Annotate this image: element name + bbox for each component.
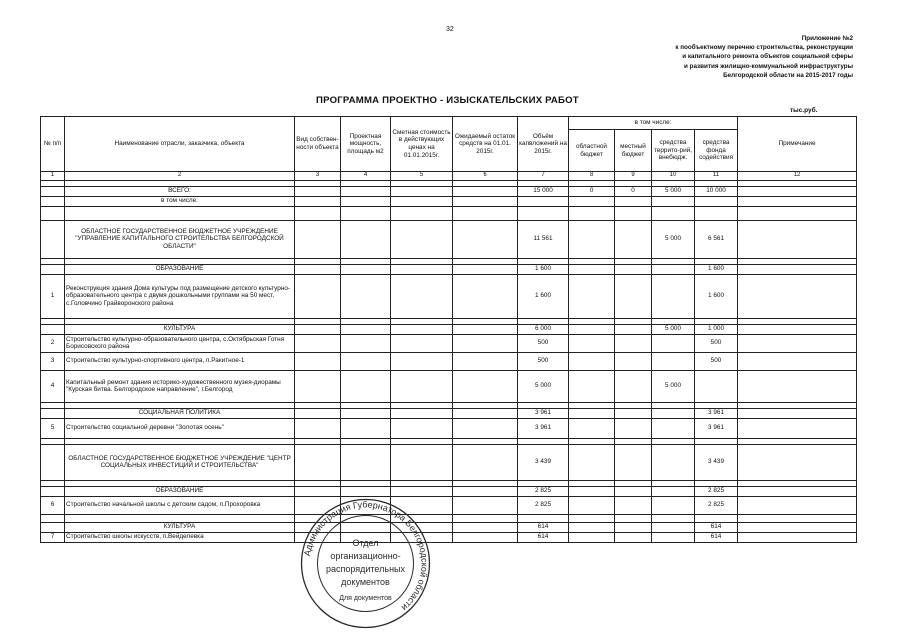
row-remainder xyxy=(453,206,518,220)
row-vol: 2 825 xyxy=(518,486,569,496)
stamp-line: документов xyxy=(341,577,390,587)
row-remainder xyxy=(453,532,518,542)
row-vol xyxy=(518,514,569,522)
section-row xyxy=(41,408,857,418)
row-name xyxy=(65,514,295,522)
row-name: Реконструкция здания Дома культуры под размещение детского культурно-образовательного центра с двумя дошкольными группами на 50 мест, с.Головчино Грайворонского района xyxy=(65,274,295,318)
column-number: 3 xyxy=(295,172,341,181)
row-vol: 15 000 xyxy=(518,186,569,196)
row-loc xyxy=(615,220,652,258)
row-capacity xyxy=(341,352,391,370)
row-capacity xyxy=(341,324,391,334)
row-estimate xyxy=(391,186,453,196)
row-number xyxy=(41,206,65,220)
row-loc xyxy=(615,206,652,220)
row-fund: 500 xyxy=(695,352,738,370)
row-vol: 1 600 xyxy=(518,274,569,318)
row-number xyxy=(41,196,65,206)
row-loc xyxy=(615,324,652,334)
row-ter: 5 000 xyxy=(652,186,695,196)
row-number xyxy=(41,264,65,274)
header-including: в том числе: xyxy=(569,117,738,130)
row-number: 7 xyxy=(41,532,65,542)
row-fund: 614 xyxy=(695,522,738,532)
table-row xyxy=(41,370,857,402)
row-reg xyxy=(569,522,615,532)
row-loc xyxy=(615,496,652,514)
section-row xyxy=(41,264,857,274)
row-reg xyxy=(569,334,615,352)
header-territorial: средства террито-рий, внебюдж. xyxy=(652,130,695,172)
row-vol: 5 000 xyxy=(518,370,569,402)
appendix-line: Приложение №2 xyxy=(801,35,853,42)
row-number xyxy=(41,324,65,334)
row-reg xyxy=(569,408,615,418)
row-note xyxy=(738,532,857,542)
row-ter xyxy=(652,196,695,206)
row-reg xyxy=(569,352,615,370)
row-note xyxy=(738,418,857,438)
header-volume: Объём капвложений на 2015г. xyxy=(518,117,569,172)
row-loc: 0 xyxy=(615,186,652,196)
row-capacity xyxy=(341,186,391,196)
row-capacity xyxy=(341,206,391,220)
row-ter xyxy=(652,418,695,438)
row-name: ОБЛАСТНОЕ ГОСУДАРСТВЕННОЕ БЮДЖЕТНОЕ УЧРЕЖДЕНИЕ "УПРАВЛЕНИЕ КАПИТАЛЬНОГО СТРОИТЕЛЬСТВА БЕЛГОРОДСКОЙ ОБЛАСТИ" xyxy=(65,220,295,258)
section-row xyxy=(41,522,857,532)
row-fund: 6 561 xyxy=(695,220,738,258)
row-fund: 3 439 xyxy=(695,444,738,480)
row-estimate xyxy=(391,264,453,274)
row-loc xyxy=(615,334,652,352)
row-vol: 500 xyxy=(518,334,569,352)
budget-body xyxy=(41,180,857,542)
row-name: ОБЛАСТНОЕ ГОСУДАРСТВЕННОЕ БЮДЖЕТНОЕ УЧРЕЖДЕНИЕ "ЦЕНТР СОЦИАЛЬНЫХ ИНВЕСТИЦИЙ И СТРОИТЕЛЬСТВА" xyxy=(65,444,295,480)
row-estimate xyxy=(391,206,453,220)
row-fund: 2 825 xyxy=(695,486,738,496)
row-remainder xyxy=(453,370,518,402)
row-remainder xyxy=(453,324,518,334)
row-reg xyxy=(569,496,615,514)
row-name: СОЦИАЛЬНАЯ ПОЛИТИКА xyxy=(65,408,295,418)
row-remainder xyxy=(453,334,518,352)
row-ter: 5 000 xyxy=(652,324,695,334)
column-number: 11 xyxy=(695,172,738,181)
row-reg xyxy=(569,220,615,258)
column-number: 2 xyxy=(65,172,295,181)
row-kind xyxy=(295,264,341,274)
stamp-outer-text: Администрация Губернатора Белгородской области xyxy=(301,499,430,613)
row-note xyxy=(738,264,857,274)
table-row xyxy=(41,496,857,514)
row-number xyxy=(41,220,65,258)
row-ter xyxy=(652,206,695,220)
row-ter xyxy=(652,486,695,496)
row-remainder xyxy=(453,486,518,496)
spacer-row xyxy=(41,206,857,220)
row-reg xyxy=(569,514,615,522)
row-name: ОБРАЗОВАНИЕ xyxy=(65,486,295,496)
row-reg xyxy=(569,370,615,402)
column-number: 5 xyxy=(391,172,453,181)
row-kind xyxy=(295,418,341,438)
row-estimate xyxy=(391,444,453,480)
row-name: Капитальный ремонт здания историко-художественного музея-диорамы "Курская битва. Белгородское направление", г.Белгород xyxy=(65,370,295,402)
row-number: 6 xyxy=(41,496,65,514)
row-estimate xyxy=(391,370,453,402)
row-note xyxy=(738,408,857,418)
row-ter xyxy=(652,532,695,542)
row-kind xyxy=(295,370,341,402)
row-name: Строительство культурно-образовательного центра, с.Октябрьская Готня Борисовского района xyxy=(65,334,295,352)
row-loc xyxy=(615,370,652,402)
row-vol: 3 439 xyxy=(518,444,569,480)
row-number: 3 xyxy=(41,352,65,370)
table-row xyxy=(41,352,857,370)
row-loc xyxy=(615,264,652,274)
row-fund xyxy=(695,514,738,522)
row-fund: 3 961 xyxy=(695,408,738,418)
row-loc xyxy=(615,522,652,532)
row-ter xyxy=(652,264,695,274)
row-capacity xyxy=(341,220,391,258)
row-name: Строительство культурно-спортивного центра, п.Ракитное-1 xyxy=(65,352,295,370)
row-fund: 1 000 xyxy=(695,324,738,334)
row-kind xyxy=(295,220,341,258)
header-fund: средства фонда содействия xyxy=(695,130,738,172)
row-number xyxy=(41,408,65,418)
header-remainder: Ожидаемый остаток средств на 01.01. 2015г. xyxy=(453,117,518,172)
row-vol: 2 825 xyxy=(518,496,569,514)
row-estimate xyxy=(391,486,453,496)
header-capacity: Проектная мощность, площадь м2 xyxy=(341,117,391,172)
column-number: 8 xyxy=(569,172,615,181)
row-reg xyxy=(569,444,615,480)
row-remainder xyxy=(453,408,518,418)
section-row xyxy=(41,486,857,496)
row-capacity xyxy=(341,418,391,438)
row-kind xyxy=(295,324,341,334)
row-remainder xyxy=(453,220,518,258)
row-ter: 5 000 xyxy=(652,370,695,402)
row-estimate xyxy=(391,334,453,352)
row-remainder xyxy=(453,196,518,206)
row-kind xyxy=(295,444,341,480)
row-note xyxy=(738,196,857,206)
row-fund xyxy=(695,370,738,402)
appendix-note xyxy=(553,34,853,80)
appendix-line: и развития жилищно-коммунальной инфраструктуры xyxy=(684,62,853,70)
row-note xyxy=(738,496,857,514)
spacer-row xyxy=(41,514,857,522)
row-kind xyxy=(295,334,341,352)
row-note xyxy=(738,352,857,370)
row-reg xyxy=(569,418,615,438)
section-row xyxy=(41,196,857,206)
row-loc xyxy=(615,486,652,496)
row-vol: 3 961 xyxy=(518,418,569,438)
row-ter xyxy=(652,444,695,480)
row-reg xyxy=(569,532,615,542)
row-name: ВСЕГО: xyxy=(65,186,295,196)
row-vol xyxy=(518,196,569,206)
column-number: 1 xyxy=(41,172,65,181)
row-number xyxy=(41,486,65,496)
row-reg xyxy=(569,274,615,318)
row-capacity xyxy=(341,408,391,418)
section-row xyxy=(41,324,857,334)
row-ter xyxy=(652,352,695,370)
row-number xyxy=(41,444,65,480)
row-note xyxy=(738,334,857,352)
section-row xyxy=(41,444,857,480)
row-loc xyxy=(615,444,652,480)
row-reg xyxy=(569,324,615,334)
units-label: тыс.руб. xyxy=(790,107,818,114)
row-loc xyxy=(615,196,652,206)
row-kind xyxy=(295,274,341,318)
section-row xyxy=(41,220,857,258)
row-reg xyxy=(569,196,615,206)
row-remainder xyxy=(453,514,518,522)
stamp-line: распорядительных xyxy=(325,564,406,574)
section-row xyxy=(41,186,857,196)
row-ter: 5 000 xyxy=(652,220,695,258)
budget-table xyxy=(40,116,857,543)
stamp-line: Отдел xyxy=(352,538,379,548)
row-vol: 6 000 xyxy=(518,324,569,334)
row-number: 4 xyxy=(41,370,65,402)
row-estimate xyxy=(391,274,453,318)
row-loc xyxy=(615,532,652,542)
column-number: 4 xyxy=(341,172,391,181)
row-note xyxy=(738,206,857,220)
column-number: 6 xyxy=(453,172,518,181)
row-number xyxy=(41,522,65,532)
row-name: КУЛЬТУРА xyxy=(65,522,295,532)
row-remainder xyxy=(453,264,518,274)
header-kind: Вид собствен-ности объекта xyxy=(295,117,341,172)
row-fund: 10 000 xyxy=(695,186,738,196)
row-name: в том числе: xyxy=(65,196,295,206)
row-vol: 3 961 xyxy=(518,408,569,418)
row-remainder xyxy=(453,444,518,480)
row-ter xyxy=(652,496,695,514)
row-fund: 614 xyxy=(695,532,738,542)
header-regional: областной бюджет xyxy=(569,130,615,172)
row-estimate xyxy=(391,408,453,418)
stamp-bottom-text: Для документов xyxy=(339,595,392,602)
row-note xyxy=(738,486,857,496)
row-note xyxy=(738,370,857,402)
row-ter xyxy=(652,408,695,418)
document-title: ПРОГРАММА ПРОЕКТНО - ИЗЫСКАТЕЛЬСКИХ РАБОТ xyxy=(316,95,579,106)
row-remainder xyxy=(453,418,518,438)
row-fund: 3 961 xyxy=(695,418,738,438)
column-number: 10 xyxy=(652,172,695,181)
row-vol: 614 xyxy=(518,532,569,542)
row-vol: 500 xyxy=(518,352,569,370)
row-note xyxy=(738,324,857,334)
row-vol: 11 561 xyxy=(518,220,569,258)
row-name xyxy=(65,206,295,220)
row-loc xyxy=(615,418,652,438)
row-note xyxy=(738,522,857,532)
official-stamp xyxy=(298,496,433,631)
row-fund xyxy=(695,206,738,220)
row-name: ОБРАЗОВАНИЕ xyxy=(65,264,295,274)
stamp-line: организационно- xyxy=(330,551,401,561)
row-kind xyxy=(295,206,341,220)
column-number: 7 xyxy=(518,172,569,181)
row-kind xyxy=(295,352,341,370)
row-capacity xyxy=(341,264,391,274)
row-estimate xyxy=(391,418,453,438)
column-number: 9 xyxy=(615,172,652,181)
row-name: Строительство начальной школы с детским садом, п.Прохоровка xyxy=(65,496,295,514)
row-capacity xyxy=(341,370,391,402)
row-estimate xyxy=(391,352,453,370)
row-kind xyxy=(295,186,341,196)
row-capacity xyxy=(341,444,391,480)
row-remainder xyxy=(453,352,518,370)
row-estimate xyxy=(391,196,453,206)
row-number: 2 xyxy=(41,334,65,352)
row-loc xyxy=(615,274,652,318)
row-loc xyxy=(615,352,652,370)
row-estimate xyxy=(391,220,453,258)
row-note xyxy=(738,514,857,522)
row-remainder xyxy=(453,496,518,514)
row-number xyxy=(41,186,65,196)
row-number xyxy=(41,514,65,522)
row-fund: 1 600 xyxy=(695,264,738,274)
row-remainder xyxy=(453,522,518,532)
row-capacity xyxy=(341,274,391,318)
header-note: Примечание xyxy=(738,117,857,172)
row-reg: 0 xyxy=(569,186,615,196)
row-note xyxy=(738,186,857,196)
row-name: Строительство социальной деревни "Золотая осень" xyxy=(65,418,295,438)
table-row xyxy=(41,532,857,542)
row-fund xyxy=(695,196,738,206)
row-fund: 500 xyxy=(695,334,738,352)
column-number-row xyxy=(41,172,857,181)
row-loc xyxy=(615,408,652,418)
table-row xyxy=(41,418,857,438)
header-num: № п/п xyxy=(41,117,65,172)
column-number: 12 xyxy=(738,172,857,181)
header-local: местный бюджет xyxy=(615,130,652,172)
header-name: Наименование отрасли, заказчика, объекта xyxy=(65,117,295,172)
row-capacity xyxy=(341,196,391,206)
appendix-line: Белгородской области на 2015-2017 годы xyxy=(723,71,853,79)
row-vol xyxy=(518,206,569,220)
row-capacity xyxy=(341,486,391,496)
page-number: 32 xyxy=(446,26,454,33)
row-loc xyxy=(615,514,652,522)
row-name: КУЛЬТУРА xyxy=(65,324,295,334)
row-estimate xyxy=(391,324,453,334)
row-vol: 1 600 xyxy=(518,264,569,274)
row-note xyxy=(738,220,857,258)
row-remainder xyxy=(453,274,518,318)
row-remainder xyxy=(453,186,518,196)
row-capacity xyxy=(341,334,391,352)
header-row xyxy=(41,117,857,130)
row-ter xyxy=(652,514,695,522)
row-vol: 614 xyxy=(518,522,569,532)
table-row xyxy=(41,334,857,352)
row-reg xyxy=(569,206,615,220)
row-ter xyxy=(652,522,695,532)
row-number: 1 xyxy=(41,274,65,318)
row-fund: 1 600 xyxy=(695,274,738,318)
row-kind xyxy=(295,486,341,496)
row-reg xyxy=(569,486,615,496)
row-kind xyxy=(295,408,341,418)
row-reg xyxy=(569,264,615,274)
row-ter xyxy=(652,274,695,318)
row-name: Строительство школы искусств, п.Вейделевка xyxy=(65,532,295,542)
appendix-line: к пообъектному перечню строительства, реконструкции xyxy=(675,44,853,52)
row-number: 5 xyxy=(41,418,65,438)
row-ter xyxy=(652,334,695,352)
row-note xyxy=(738,444,857,480)
row-kind xyxy=(295,196,341,206)
header-estimate: Сметная стоимость в действующих ценах на 01.01.2015г. xyxy=(391,117,453,172)
row-note xyxy=(738,274,857,318)
row-fund: 2 825 xyxy=(695,496,738,514)
appendix-line: и капитального ремонта объектов социальной сферы xyxy=(682,53,853,61)
table-row xyxy=(41,274,857,318)
